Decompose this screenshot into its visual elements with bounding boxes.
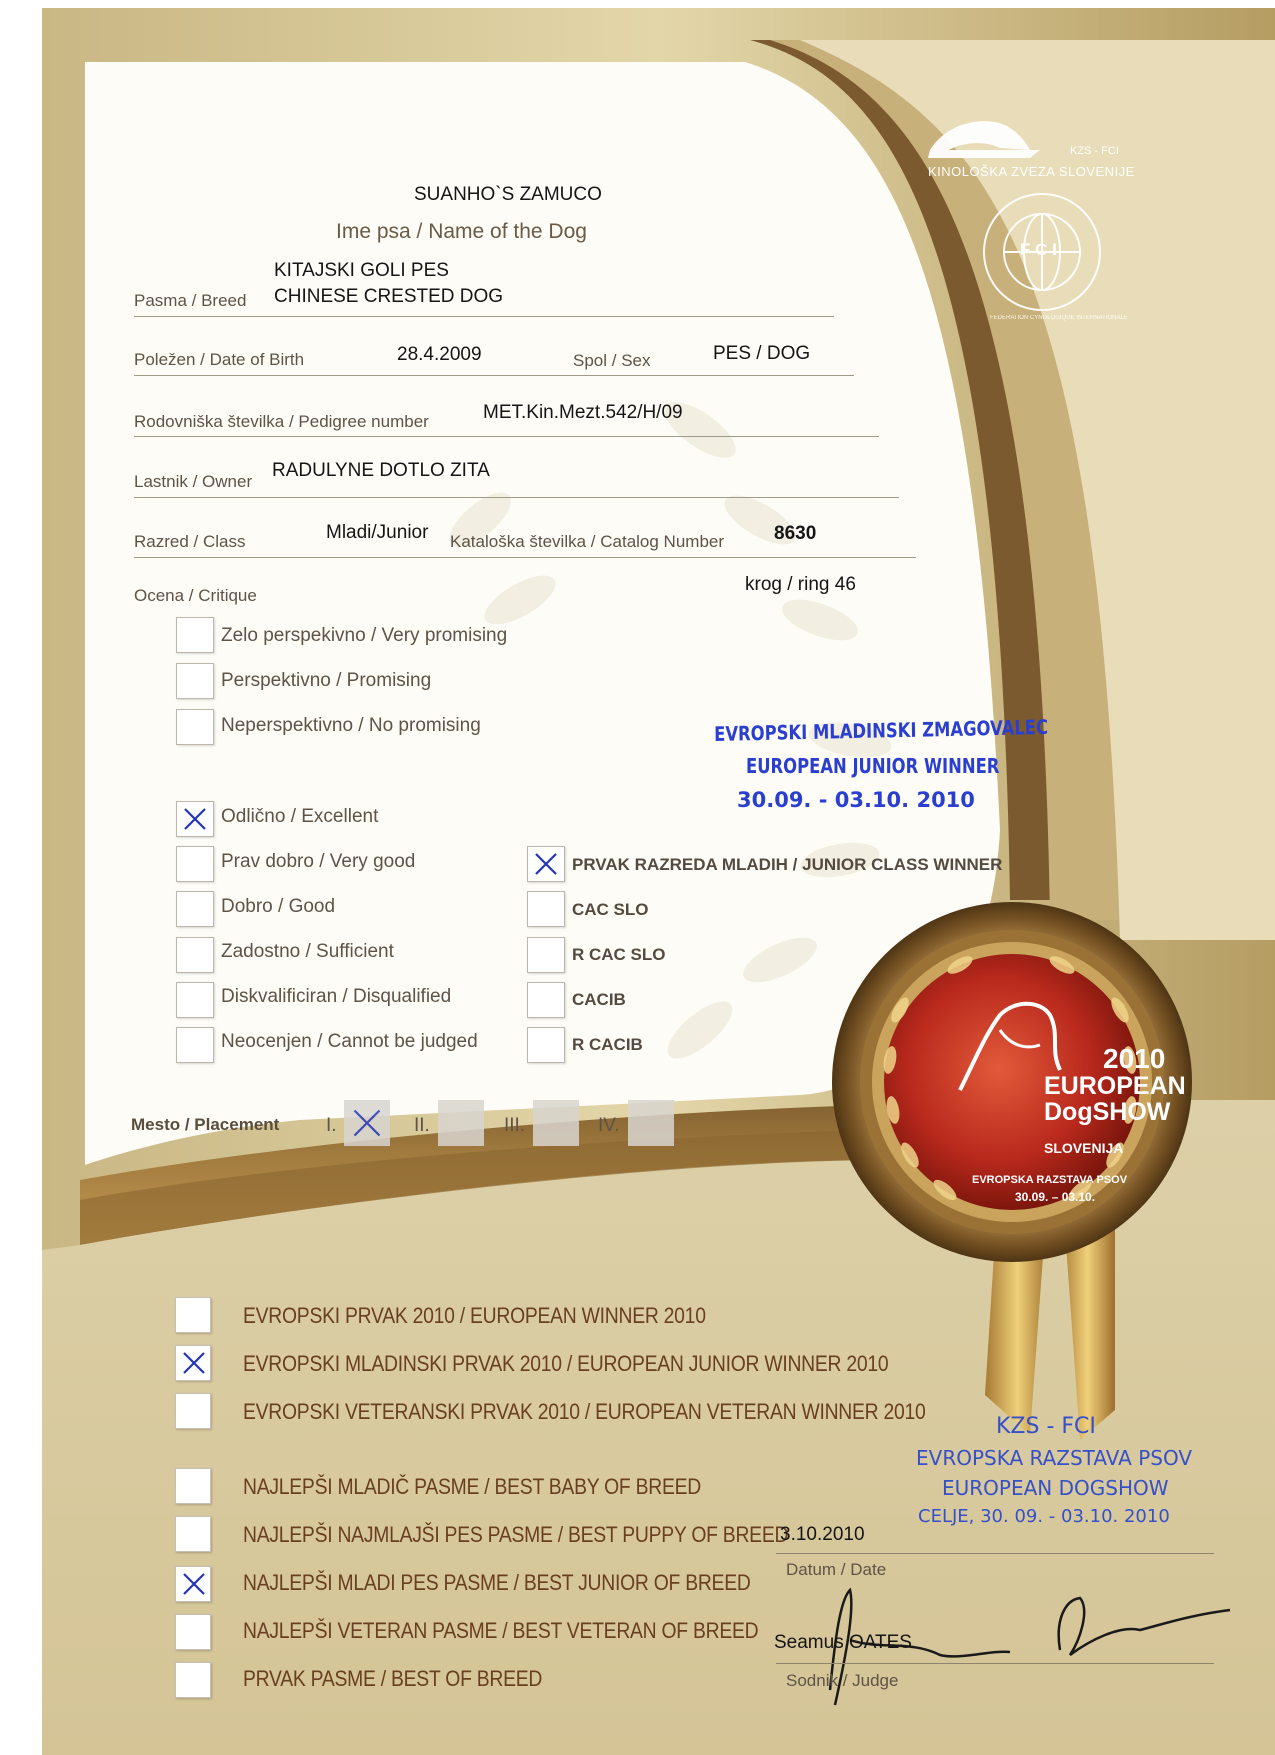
critique-option-very-promising: Zelo perspekivno / Very promising: [221, 625, 508, 646]
placement-box-iv[interactable]: [628, 1100, 674, 1146]
award-european-junior-winner: EVROPSKI MLADINSKI PRVAK 2010 / EUROPEAN JUNIOR WINNER 2010: [243, 1351, 889, 1376]
award-checkbox-european-junior-winner[interactable]: [175, 1345, 211, 1381]
class-value: Mladi/Junior: [326, 522, 429, 543]
breed-value-line2: CHINESE CRESTED DOG: [274, 286, 504, 307]
title-checkbox-cac-slo[interactable]: [527, 891, 565, 927]
award-checkbox-best-puppy[interactable]: [175, 1516, 211, 1552]
catalog-value: 8630: [774, 523, 817, 544]
title-checkbox-junior-class-winner[interactable]: [527, 846, 565, 882]
kzs-logo-text: KINOLOŠKA ZVEZA SLOVENIJE: [928, 164, 1135, 179]
judge-label: Sodnik / Judge: [786, 1671, 899, 1690]
check-x-icon: [183, 807, 207, 831]
event-stamp-line2: EVROPSKA RAZSTAVA PSOV: [916, 1446, 1193, 1470]
award-checkbox-best-junior[interactable]: [175, 1566, 211, 1602]
critique-option-promising: Perspektivno / Promising: [221, 670, 432, 691]
kzs-logo-small-text: KZS - FCI: [1070, 145, 1119, 157]
critique-option-good: Dobro / Good: [221, 896, 336, 917]
winner-stamp-line2: EUROPEAN JUNIOR WINNER: [746, 754, 1000, 778]
award-best-baby: NAJLEPŠI MLADIČ PASME / BEST BABY OF BREED: [243, 1474, 701, 1499]
placement-box-ii[interactable]: [438, 1100, 484, 1146]
dob-rule: [134, 375, 854, 376]
breed-label: Pasma / Breed: [134, 291, 247, 310]
title-checkbox-r-cacib[interactable]: [527, 1027, 565, 1063]
title-cac-slo: CAC SLO: [572, 900, 649, 919]
winner-stamp-line1: EVROPSKI MLADINSKI ZMAGOVALEC: [714, 714, 1049, 746]
award-best-puppy: NAJLEPŠI NAJMLAJŠI PES PASME / BEST PUPPY OF BREED: [243, 1522, 789, 1547]
critique-checkbox-very-promising[interactable]: [176, 617, 214, 653]
title-junior-class-winner: PRVAK RAZREDA MLADIH / JUNIOR CLASS WINNER: [572, 855, 1003, 874]
date-label: Datum / Date: [786, 1560, 887, 1579]
pedigree-rule: [134, 436, 879, 437]
class-label: Razred / Class: [134, 532, 246, 551]
award-european-veteran-winner: EVROPSKI VETERANSKI PRVAK 2010 / EUROPEAN VETERAN WINNER 2010: [243, 1399, 926, 1424]
sex-value: PES / DOG: [713, 343, 811, 364]
seal-line2: DogSHOW: [1044, 1098, 1171, 1126]
award-checkbox-best-baby[interactable]: [175, 1468, 211, 1504]
critique-label: Ocena / Critique: [134, 586, 257, 605]
check-x-icon: [534, 852, 558, 876]
critique-checkbox-very-good[interactable]: [176, 846, 214, 882]
owner-label: Lastnik / Owner: [134, 472, 253, 491]
event-stamp-line3: EUROPEAN DOGSHOW: [942, 1476, 1169, 1500]
title-checkbox-cacib[interactable]: [527, 982, 565, 1018]
fci-center-text: F C I: [1020, 240, 1057, 259]
fci-ring-text: FEDERATION CYNOLOGIQUE INTERNATIONALE: [990, 315, 1128, 321]
date-rule: [776, 1553, 1214, 1554]
critique-checkbox-excellent[interactable]: [176, 801, 214, 837]
critique-checkbox-promising[interactable]: [176, 663, 214, 699]
class-rule: [134, 557, 916, 558]
date-value: 3.10.2010: [780, 1524, 865, 1545]
critique-option-sufficient: Zadostno / Sufficient: [221, 941, 394, 962]
dob-value: 28.4.2009: [397, 344, 482, 365]
placement-i-label: I.: [326, 1115, 337, 1136]
winner-stamp-line3: 30.09. - 03.10. 2010: [737, 788, 975, 812]
seal-line1: EUROPEAN: [1044, 1072, 1186, 1100]
placement-ii-label: II.: [414, 1115, 430, 1136]
seal-year: 2010: [1103, 1043, 1166, 1074]
award-best-veteran: NAJLEPŠI VETERAN PASME / BEST VETERAN OF BREED: [243, 1618, 759, 1643]
breed-value-line1: KITAJSKI GOLI PES: [274, 260, 449, 281]
breed-rule: [134, 316, 834, 317]
award-checkbox-european-winner[interactable]: [175, 1297, 211, 1333]
award-best-of-breed: PRVAK PASME / BEST OF BREED: [243, 1666, 543, 1691]
critique-option-very-good: Prav dobro / Very good: [221, 851, 416, 872]
title-checkbox-r-cac-slo[interactable]: [527, 937, 565, 973]
seal-country: SLOVENIJA: [1044, 1140, 1124, 1156]
critique-option-disqualified: Diskvalificiran / Disqualified: [221, 986, 452, 1007]
placement-label: Mesto / Placement: [131, 1115, 280, 1134]
judge-rule: [776, 1663, 1214, 1664]
dog-name-value: SUANHO`S ZAMUCO: [414, 184, 602, 205]
placement-iv-label: IV.: [598, 1115, 620, 1136]
pedigree-label: Rodovniška številka / Pedigree number: [134, 412, 429, 431]
title-r-cac-slo: R CAC SLO: [572, 945, 666, 964]
ring-value: krog / ring 46: [745, 574, 856, 595]
check-x-icon: [182, 1351, 206, 1375]
sex-label: Spol / Sex: [573, 351, 651, 370]
critique-checkbox-sufficient[interactable]: [176, 937, 214, 973]
critique-option-no-promising: Neperspektivno / No promising: [221, 715, 481, 736]
catalog-label: Kataloška številka / Catalog Number: [450, 532, 725, 551]
placement-box-i[interactable]: [344, 1100, 390, 1146]
judge-value: Seamus OATES: [774, 1632, 912, 1653]
title-cacib: CACIB: [572, 990, 626, 1009]
critique-checkbox-disqualified[interactable]: [176, 982, 214, 1018]
event-stamp-line1: KZS - FCI: [996, 1414, 1096, 1439]
critique-checkbox-no-promising[interactable]: [176, 709, 214, 745]
dog-name-label: Ime psa / Name of the Dog: [336, 220, 587, 243]
event-stamp-line4: CELJE, 30. 09. - 03.10. 2010: [918, 1506, 1170, 1527]
award-checkbox-best-veteran[interactable]: [175, 1614, 211, 1650]
owner-value: RADULYNE DOTLO ZITA: [272, 460, 490, 481]
pedigree-value: MET.Kin.Mezt.542/H/09: [483, 402, 683, 423]
award-checkbox-european-veteran-winner[interactable]: [175, 1393, 211, 1429]
critique-option-excellent: Odlično / Excellent: [221, 806, 379, 827]
check-x-icon: [182, 1572, 206, 1596]
check-x-icon: [352, 1108, 382, 1138]
dob-label: Poležen / Date of Birth: [134, 350, 305, 369]
seal-sub2: 30.09. – 03.10.: [1015, 1190, 1096, 1204]
critique-checkbox-cannot-be-judged[interactable]: [176, 1027, 214, 1063]
award-checkbox-best-of-breed[interactable]: [175, 1662, 211, 1698]
critique-option-cannot-be-judged: Neocenjen / Cannot be judged: [221, 1031, 478, 1052]
critique-checkbox-good[interactable]: [176, 891, 214, 927]
award-european-winner: EVROPSKI PRVAK 2010 / EUROPEAN WINNER 2010: [243, 1303, 706, 1328]
seal-sub1: EVROPSKA RAZSTAVA PSOV: [972, 1174, 1128, 1186]
award-best-junior: NAJLEPŠI MLADI PES PASME / BEST JUNIOR OF BREED: [243, 1570, 751, 1595]
owner-rule: [134, 497, 899, 498]
placement-iii-label: III.: [504, 1115, 526, 1136]
placement-box-iii[interactable]: [533, 1100, 579, 1146]
title-r-cacib: R CACIB: [572, 1035, 643, 1054]
